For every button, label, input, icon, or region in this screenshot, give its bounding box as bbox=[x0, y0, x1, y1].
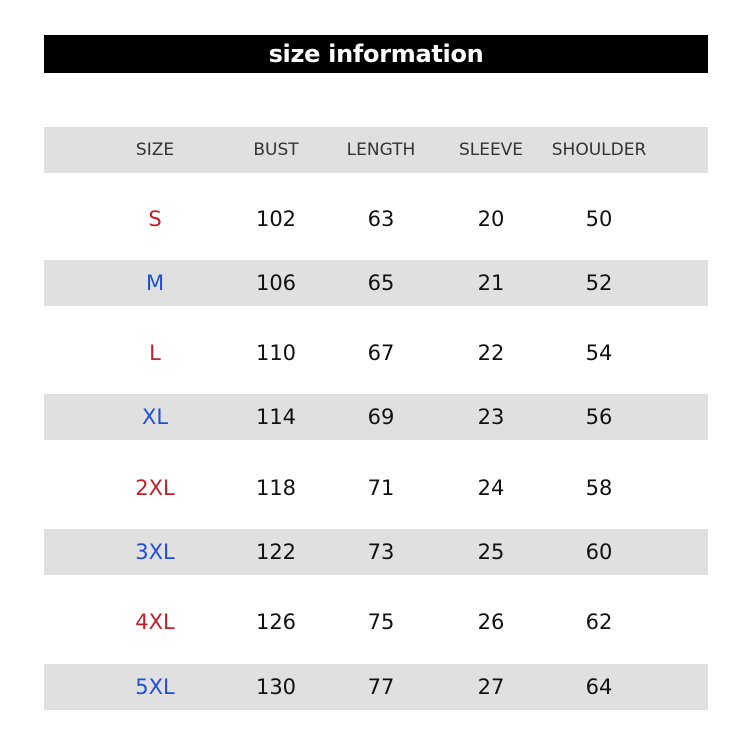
cell-size: S bbox=[148, 207, 162, 231]
cell-size: M bbox=[145, 271, 165, 295]
table-header bbox=[44, 127, 708, 173]
header-length: LENGTH bbox=[346, 140, 416, 160]
cell-bust: 130 bbox=[255, 675, 297, 699]
cell-size: L bbox=[149, 341, 161, 365]
header-shoulder: SHOULDER bbox=[551, 140, 647, 160]
header-bust: BUST bbox=[253, 140, 299, 160]
cell-shoulder: 62 bbox=[585, 610, 613, 634]
page-title: size information bbox=[268, 40, 484, 68]
cell-length: 67 bbox=[367, 341, 395, 365]
table-row bbox=[44, 599, 708, 645]
cell-size: XL bbox=[141, 405, 169, 429]
cell-length: 75 bbox=[367, 610, 395, 634]
cell-length: 73 bbox=[367, 540, 395, 564]
cell-size: 4XL bbox=[135, 610, 175, 634]
table-row bbox=[44, 330, 708, 376]
cell-shoulder: 52 bbox=[585, 271, 613, 295]
cell-bust: 114 bbox=[255, 405, 297, 429]
table-row bbox=[44, 260, 708, 306]
cell-size: 3XL bbox=[135, 540, 175, 564]
cell-sleeve: 22 bbox=[477, 341, 505, 365]
cell-bust: 118 bbox=[255, 476, 297, 500]
cell-size: 2XL bbox=[135, 476, 175, 500]
cell-sleeve: 27 bbox=[477, 675, 505, 699]
cell-sleeve: 21 bbox=[477, 271, 505, 295]
cell-length: 63 bbox=[367, 207, 395, 231]
cell-shoulder: 58 bbox=[585, 476, 613, 500]
cell-length: 65 bbox=[367, 271, 395, 295]
cell-shoulder: 54 bbox=[585, 341, 613, 365]
cell-shoulder: 56 bbox=[585, 405, 613, 429]
cell-shoulder: 64 bbox=[585, 675, 613, 699]
cell-sleeve: 25 bbox=[477, 540, 505, 564]
table-row bbox=[44, 664, 708, 710]
header-sleeve: SLEEVE bbox=[458, 140, 524, 160]
cell-length: 69 bbox=[367, 405, 395, 429]
cell-bust: 122 bbox=[255, 540, 297, 564]
cell-size: 5XL bbox=[135, 675, 175, 699]
cell-shoulder: 50 bbox=[585, 207, 613, 231]
table-row bbox=[44, 465, 708, 511]
cell-length: 71 bbox=[367, 476, 395, 500]
header-size: SIZE bbox=[135, 140, 175, 160]
table-row bbox=[44, 529, 708, 575]
cell-sleeve: 20 bbox=[477, 207, 505, 231]
cell-bust: 126 bbox=[255, 610, 297, 634]
cell-shoulder: 60 bbox=[585, 540, 613, 564]
table-row bbox=[44, 196, 708, 242]
cell-sleeve: 23 bbox=[477, 405, 505, 429]
table-row bbox=[44, 394, 708, 440]
cell-sleeve: 24 bbox=[477, 476, 505, 500]
cell-sleeve: 26 bbox=[477, 610, 505, 634]
cell-bust: 106 bbox=[255, 271, 297, 295]
title-banner bbox=[44, 35, 708, 73]
cell-bust: 102 bbox=[255, 207, 297, 231]
cell-bust: 110 bbox=[255, 341, 297, 365]
cell-length: 77 bbox=[367, 675, 395, 699]
